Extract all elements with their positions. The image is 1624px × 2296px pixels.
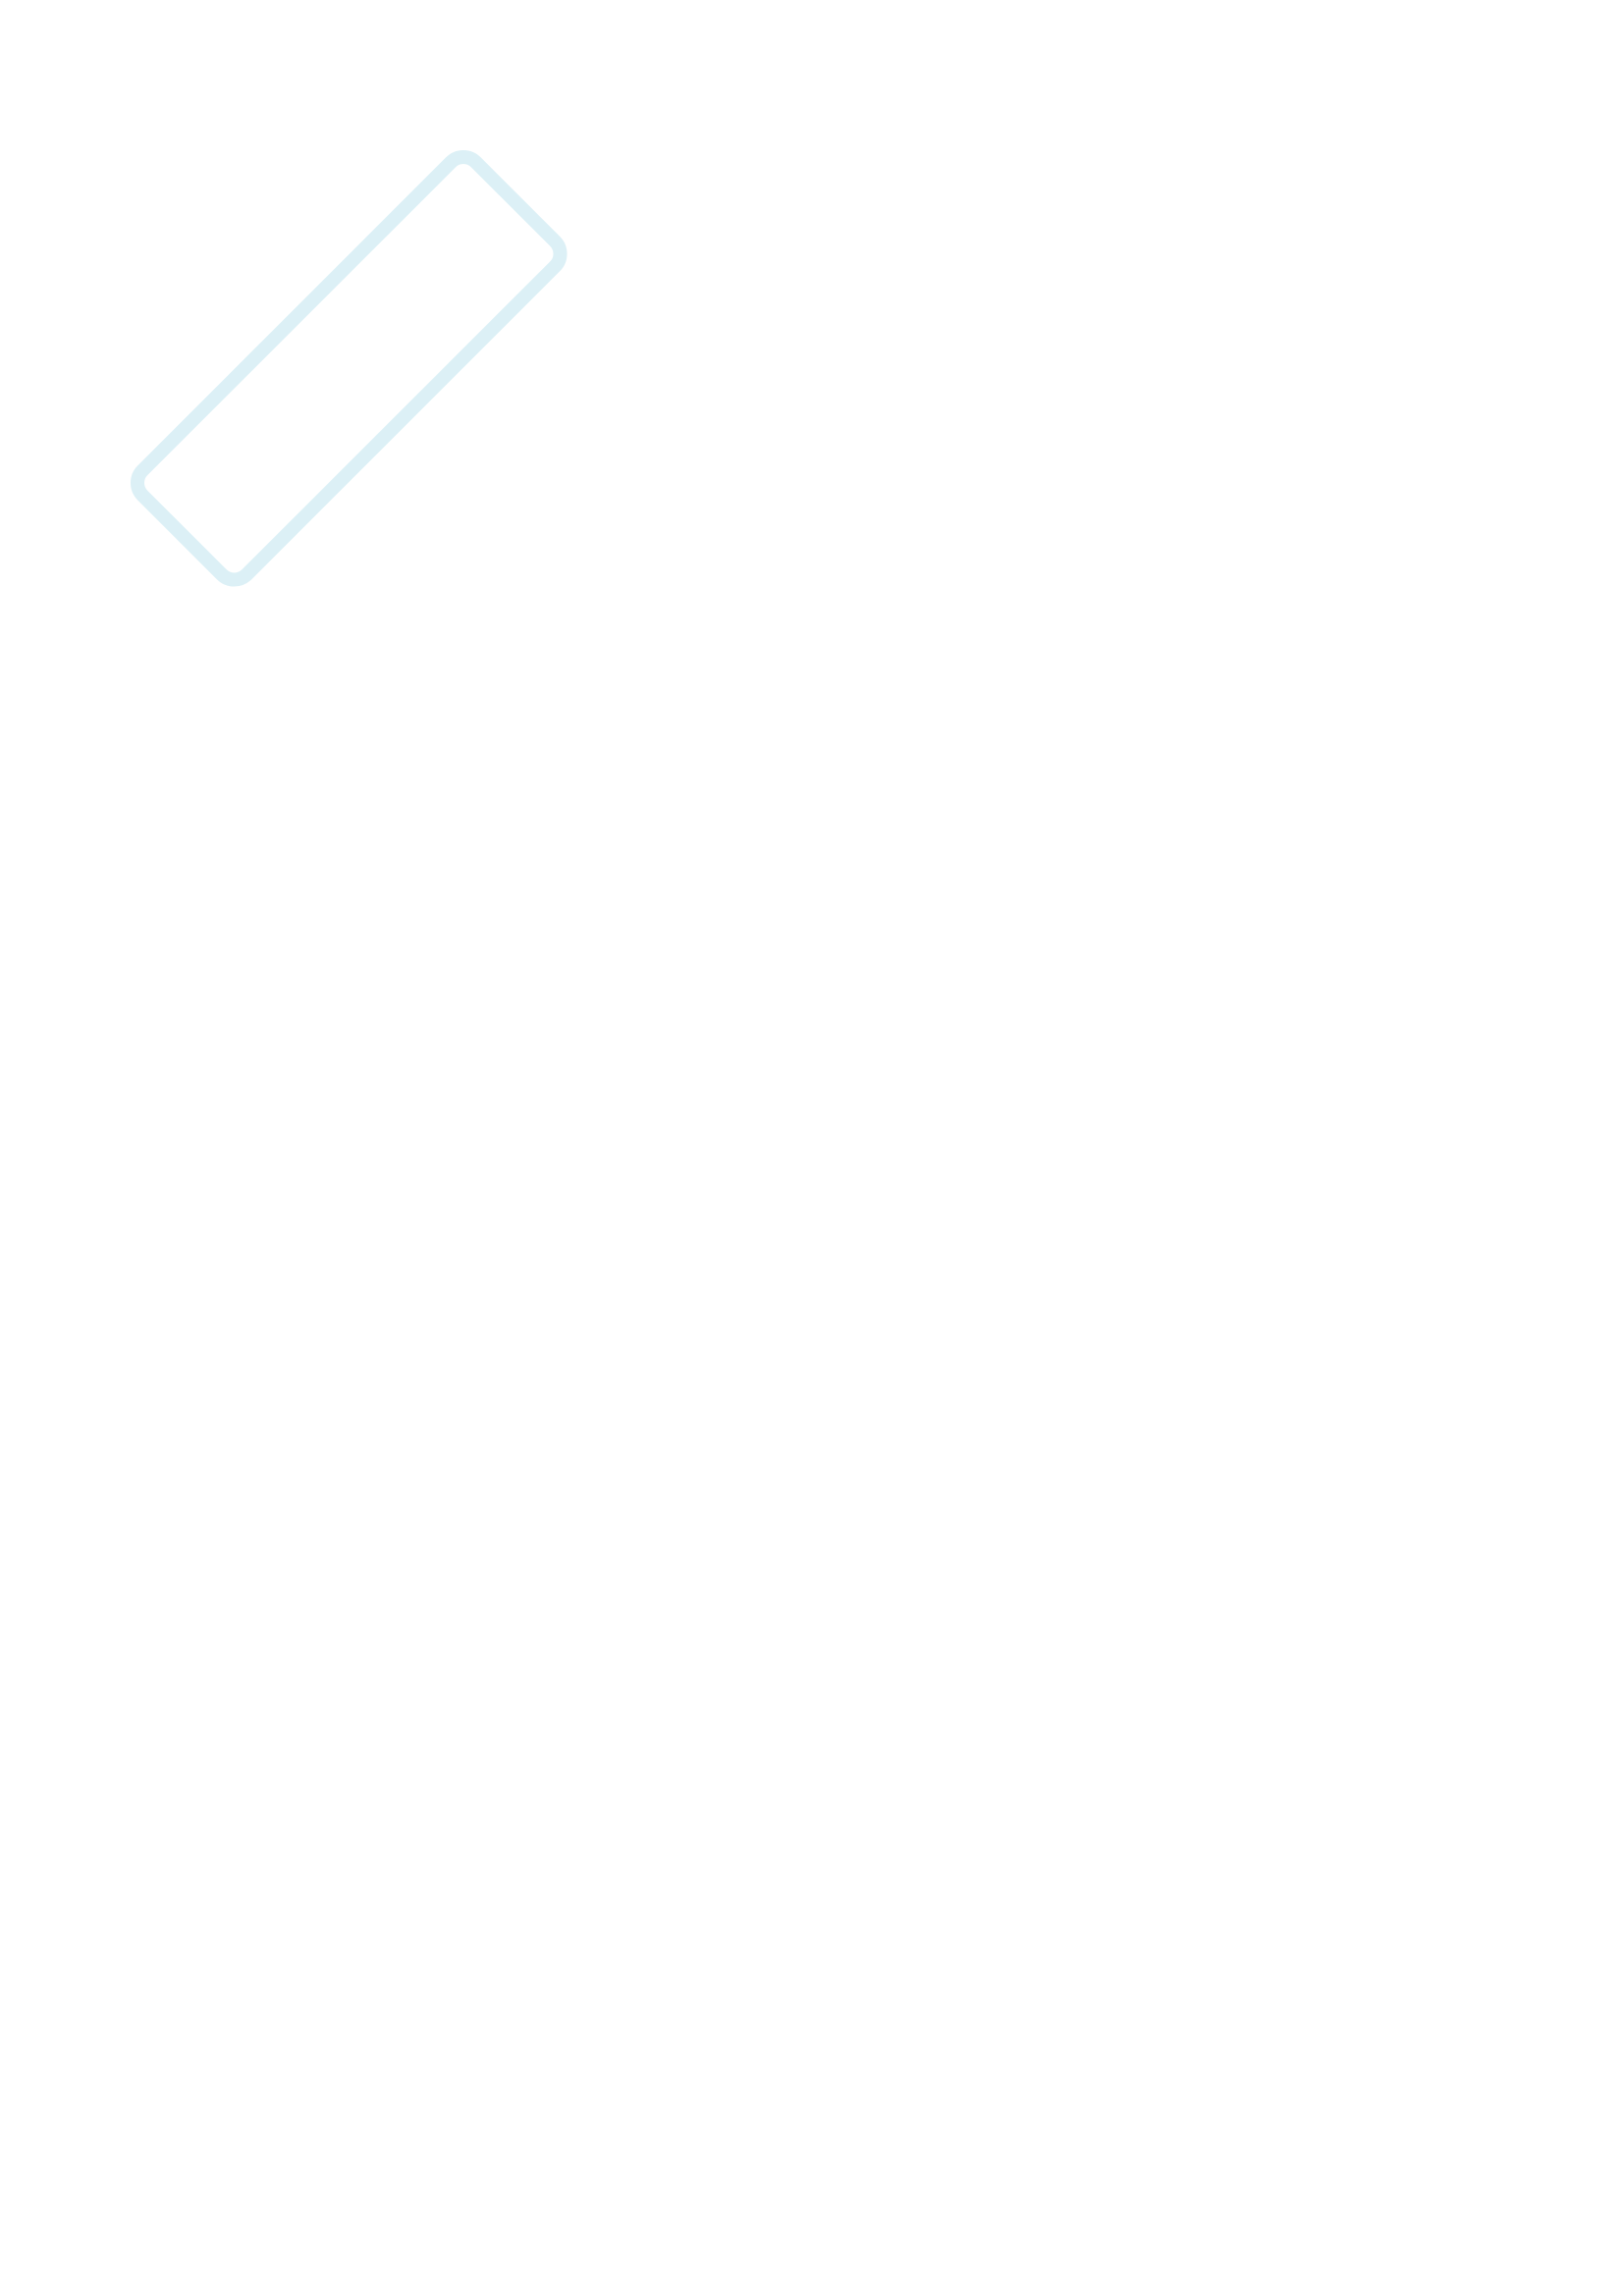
- watermark-logo: [20, 39, 727, 746]
- document-page: [157, 147, 1483, 291]
